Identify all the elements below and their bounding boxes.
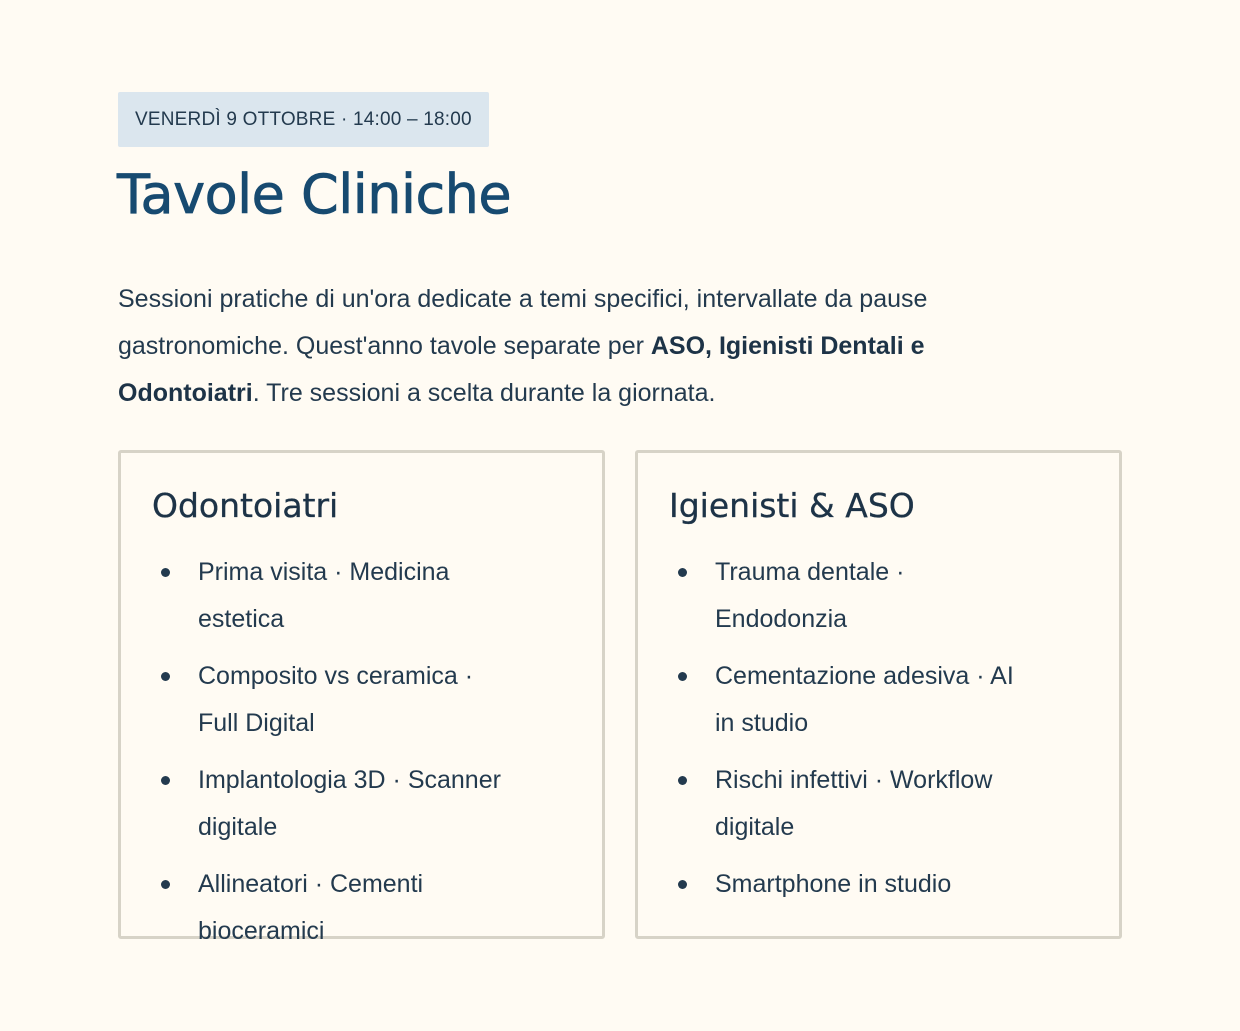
date-badge: VENERDÌ 9 OTTOBRE · 14:00 – 18:00 bbox=[118, 92, 489, 147]
topic-label: Trauma dentale · Endodonzia bbox=[715, 558, 905, 633]
bullet-icon bbox=[678, 880, 687, 889]
bullet-icon bbox=[678, 672, 687, 681]
topic-label: Rischi infettivi · Workflow digitale bbox=[715, 766, 993, 841]
list-item bbox=[638, 653, 1035, 747]
list-item bbox=[121, 653, 518, 747]
card-odontoiatri bbox=[118, 450, 605, 945]
bullet-icon bbox=[161, 776, 170, 785]
topic-label: Implantologia 3D · Scanner digitale bbox=[198, 766, 501, 841]
intro-paragraph bbox=[118, 276, 1038, 417]
list-item bbox=[638, 549, 1035, 643]
intro-highlight: ASO, Igienisti Dentali e Odontoiatri bbox=[118, 332, 925, 407]
page-title: Tavole Cliniche bbox=[117, 163, 512, 226]
list-item bbox=[121, 861, 518, 955]
card-igienisti-aso bbox=[635, 450, 1122, 939]
list-item bbox=[638, 757, 1035, 851]
topic-label: Composito vs ceramica · Full Digital bbox=[198, 662, 474, 737]
topic-label: Smartphone in studio bbox=[715, 870, 952, 898]
card-title: Igienisti & ASO bbox=[669, 486, 915, 525]
list-item bbox=[121, 549, 518, 643]
topic-list bbox=[121, 549, 518, 965]
topic-label: Prima visita · Medicina estetica bbox=[198, 558, 450, 633]
bullet-icon bbox=[161, 880, 170, 889]
bullet-icon bbox=[678, 776, 687, 785]
bullet-icon bbox=[678, 568, 687, 577]
list-item bbox=[121, 757, 518, 851]
topic-list bbox=[638, 549, 1035, 918]
bullet-icon bbox=[161, 672, 170, 681]
bullet-icon bbox=[161, 568, 170, 577]
topic-label: Cementazione adesiva · AI in studio bbox=[715, 662, 1014, 737]
intro-text-end: . Tre sessioni a scelta durante la giornata. bbox=[252, 379, 716, 407]
list-item bbox=[638, 861, 1035, 908]
topic-label: Allineatori · Cementi bioceramici bbox=[198, 870, 424, 945]
intro-text-start: Sessioni pratiche di un'ora dedicate a temi specifici, intervallate da pause gastronomiche. Quest'anno tavole separate per bbox=[118, 285, 928, 360]
card-title: Odontoiatri bbox=[152, 486, 339, 525]
